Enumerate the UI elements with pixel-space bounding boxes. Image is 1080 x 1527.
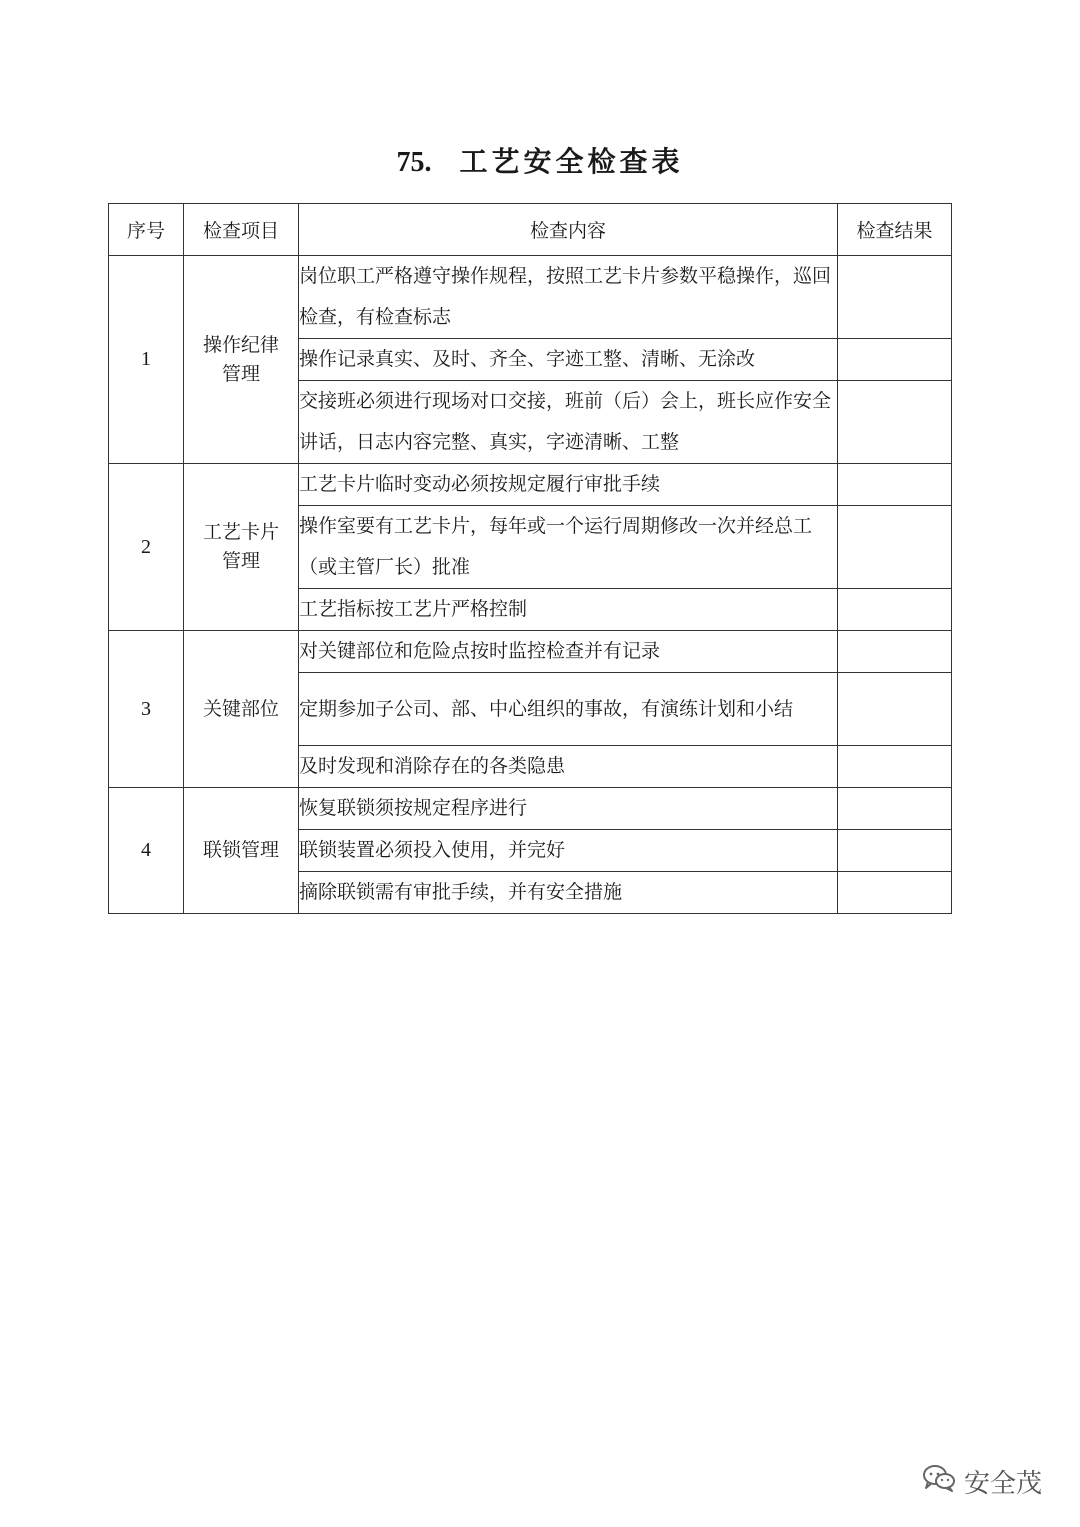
seq-cell: 4: [109, 788, 184, 914]
result-cell[interactable]: [838, 673, 952, 746]
seq-cell: 1: [109, 256, 184, 464]
item-cell: [184, 788, 299, 914]
result-cell[interactable]: [838, 788, 952, 830]
seq-cell: 3: [109, 631, 184, 788]
safety-checklist-table: [108, 203, 952, 914]
header-row: [109, 204, 952, 256]
content-cell: 工艺卡片临时变动必须按规定履行审批手续: [299, 464, 838, 506]
wechat-icon: [922, 1464, 956, 1499]
title-text: 工艺安全检查表: [459, 145, 684, 178]
table-row: [109, 631, 952, 673]
title-number: 75.: [396, 147, 432, 178]
item-line: 关键部位: [202, 697, 279, 720]
content-cell: 交接班必须进行现场对口交接，班前（后）会上，班长应作安全讲话，日志内容完整、真实，字迹清晰、工整: [299, 381, 838, 464]
table-row: [109, 464, 952, 506]
header-seq: 序号: [109, 204, 184, 256]
item-line: 管理: [221, 362, 260, 385]
item-cell: [184, 631, 299, 788]
header-item: 检查项目: [184, 204, 299, 256]
content-cell: 工艺指标按工艺片严格控制: [299, 589, 838, 631]
item-line: 操作纪律: [202, 333, 279, 356]
watermark: [922, 1463, 1042, 1500]
table-row: [109, 256, 952, 339]
result-cell[interactable]: [838, 631, 952, 673]
item-line: 工艺卡片: [202, 521, 279, 543]
result-cell[interactable]: [838, 339, 952, 381]
item-cell: [184, 256, 299, 464]
result-cell[interactable]: [838, 589, 952, 631]
content-cell: 联锁装置必须投入使用，并完好: [299, 830, 838, 872]
item-cell: [184, 464, 299, 631]
content-cell: 定期参加子公司、部、中心组织的事故，有演练计划和小结: [299, 673, 838, 746]
content-cell: 对关键部位和危险点按时监控检查并有记录: [299, 631, 838, 673]
watermark-text: 安全茂: [963, 1469, 1042, 1499]
result-cell[interactable]: [838, 830, 952, 872]
header-result: 检查结果: [838, 204, 952, 256]
result-cell[interactable]: [838, 872, 952, 914]
item-line: 管理: [221, 550, 260, 572]
result-cell[interactable]: [838, 464, 952, 506]
content-cell: 及时发现和消除存在的各类隐患: [299, 746, 838, 788]
content-cell: 操作室要有工艺卡片，每年或一个运行周期修改一次并经总工（或主管厂长）批准: [299, 506, 838, 589]
content-cell: 恢复联锁须按规定程序进行: [299, 788, 838, 830]
content-cell: 操作记录真实、及时、齐全、字迹工整、清晰、无涂改: [299, 339, 838, 381]
content-cell: 岗位职工严格遵守操作规程，按照工艺卡片参数平稳操作，巡回检查，有检查标志: [299, 256, 838, 339]
page-title: [0, 140, 1080, 180]
header-content: 检查内容: [299, 204, 838, 256]
table-row: [109, 788, 952, 830]
seq-cell: 2: [109, 464, 184, 631]
result-cell[interactable]: [838, 746, 952, 788]
result-cell[interactable]: [838, 506, 952, 589]
result-cell[interactable]: [838, 381, 952, 464]
content-cell: 摘除联锁需有审批手续，并有安全措施: [299, 872, 838, 914]
result-cell[interactable]: [838, 256, 952, 339]
item-line: 联锁管理: [202, 839, 279, 861]
